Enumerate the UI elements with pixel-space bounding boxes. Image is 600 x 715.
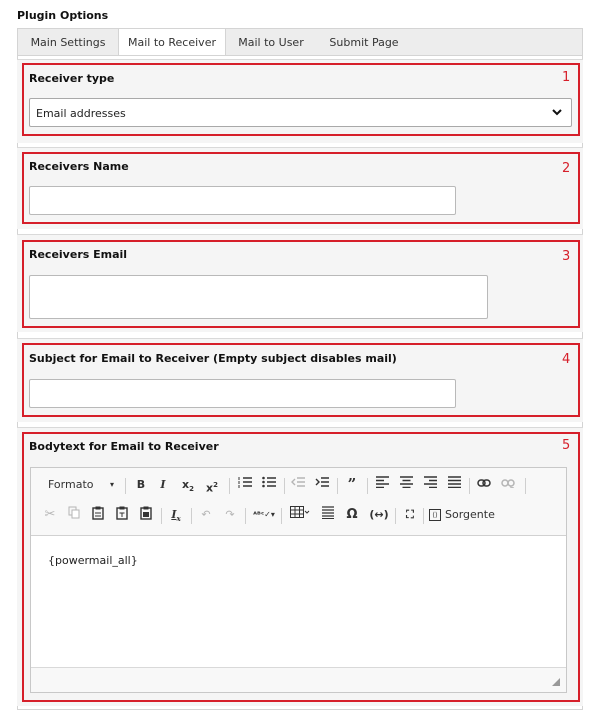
paste-icon[interactable] xyxy=(89,506,107,524)
receivers-name-label: Receivers Name xyxy=(29,160,129,173)
cut-icon[interactable]: ✂ xyxy=(44,507,56,522)
toolbar-separator xyxy=(161,508,162,524)
format-dropdown[interactable] xyxy=(41,476,121,494)
bodytext-label: Bodytext for Email to Receiver xyxy=(29,440,219,453)
section-number-4: 4 xyxy=(562,352,571,367)
iframe-icon[interactable]: (↔) xyxy=(369,508,389,521)
bold-icon[interactable]: B xyxy=(136,478,146,491)
align-justify-icon[interactable] xyxy=(445,476,463,494)
copy-icon[interactable] xyxy=(65,506,83,524)
outdent-icon[interactable] xyxy=(289,476,307,494)
superscript-icon[interactable]: $x^2$ xyxy=(206,481,218,495)
horizontal-line-icon[interactable] xyxy=(319,506,337,524)
resize-handle-icon[interactable] xyxy=(552,678,560,686)
tab-bar xyxy=(17,28,583,55)
receivers-name-input[interactable] xyxy=(29,186,456,215)
toolbar-separator xyxy=(284,478,285,494)
paste-text-icon[interactable] xyxy=(113,506,131,524)
chevron-down-icon xyxy=(551,106,563,118)
section-number-2: 2 xyxy=(562,161,571,176)
source-button[interactable] xyxy=(429,506,501,524)
redo-icon[interactable]: ↷ xyxy=(225,508,235,521)
editor-statusbar xyxy=(31,667,566,692)
toolbar-separator xyxy=(281,508,282,524)
toolbar-separator xyxy=(367,478,368,494)
link-icon[interactable] xyxy=(475,476,493,494)
rich-text-editor xyxy=(30,467,567,693)
numbered-list-icon[interactable] xyxy=(236,476,254,494)
align-center-icon[interactable] xyxy=(397,476,415,494)
toolbar-separator xyxy=(525,478,526,494)
align-left-icon[interactable] xyxy=(373,476,391,494)
subscript-icon[interactable]: $x_2$ xyxy=(182,478,194,494)
toolbar-separator xyxy=(125,478,126,494)
toolbar-separator xyxy=(245,508,246,524)
maximize-icon[interactable]: ⛶ xyxy=(406,508,414,521)
toolbar-separator xyxy=(337,478,338,494)
unlink-icon[interactable] xyxy=(499,476,517,494)
undo-icon[interactable]: ↶ xyxy=(201,508,211,521)
special-character-icon[interactable]: Ω xyxy=(346,507,358,522)
chevron-down-icon: ▾ xyxy=(110,480,115,489)
table-icon[interactable] xyxy=(287,506,313,524)
receivers-email-label: Receivers Email xyxy=(29,248,128,261)
subject-input[interactable] xyxy=(29,379,456,408)
tab-mail-to-receiver[interactable]: Mail to Receiver xyxy=(118,28,226,56)
spellcheck-icon[interactable]: ᴬᴮᶜ✓▾ xyxy=(253,510,275,519)
receiver-type-label: Receiver type xyxy=(29,72,115,85)
toolbar-separator xyxy=(229,478,230,494)
receivers-email-input[interactable] xyxy=(29,275,488,319)
italic-icon[interactable]: I xyxy=(160,478,166,491)
receiver-type-select[interactable] xyxy=(29,98,572,127)
toolbar-separator xyxy=(395,508,396,524)
source-button-label: Sorgente xyxy=(445,508,495,521)
indent-icon[interactable] xyxy=(313,476,331,494)
section-number-5: 5 xyxy=(562,438,571,453)
toolbar-separator xyxy=(423,508,424,524)
blockquote-icon[interactable]: ” xyxy=(347,475,357,493)
tab-mail-to-user[interactable]: Mail to User xyxy=(238,36,304,49)
toolbar-separator xyxy=(191,508,192,524)
tab-main-settings[interactable]: Main Settings xyxy=(30,36,106,49)
editor-toolbar xyxy=(31,468,566,536)
plugin-options-title: Plugin Options xyxy=(17,9,109,22)
remove-format-icon[interactable]: $I_x$ xyxy=(171,508,181,524)
editor-content[interactable]: {powermail_all} xyxy=(48,554,138,567)
toolbar-separator xyxy=(469,478,470,494)
tab-submit-page[interactable]: Submit Page xyxy=(329,36,399,49)
subject-label: Subject for Email to Receiver (Empty subject disables mail) xyxy=(29,352,397,365)
section-number-3: 3 xyxy=(562,249,571,264)
paste-word-icon[interactable] xyxy=(137,506,155,524)
source-code-icon: ⟨⟩ xyxy=(429,509,441,521)
format-dropdown-label: Formato xyxy=(48,478,94,491)
bullet-list-icon[interactable] xyxy=(260,476,278,494)
section-number-1: 1 xyxy=(562,70,571,85)
receiver-type-selected-value: Email addresses xyxy=(36,107,126,120)
align-right-icon[interactable] xyxy=(421,476,439,494)
